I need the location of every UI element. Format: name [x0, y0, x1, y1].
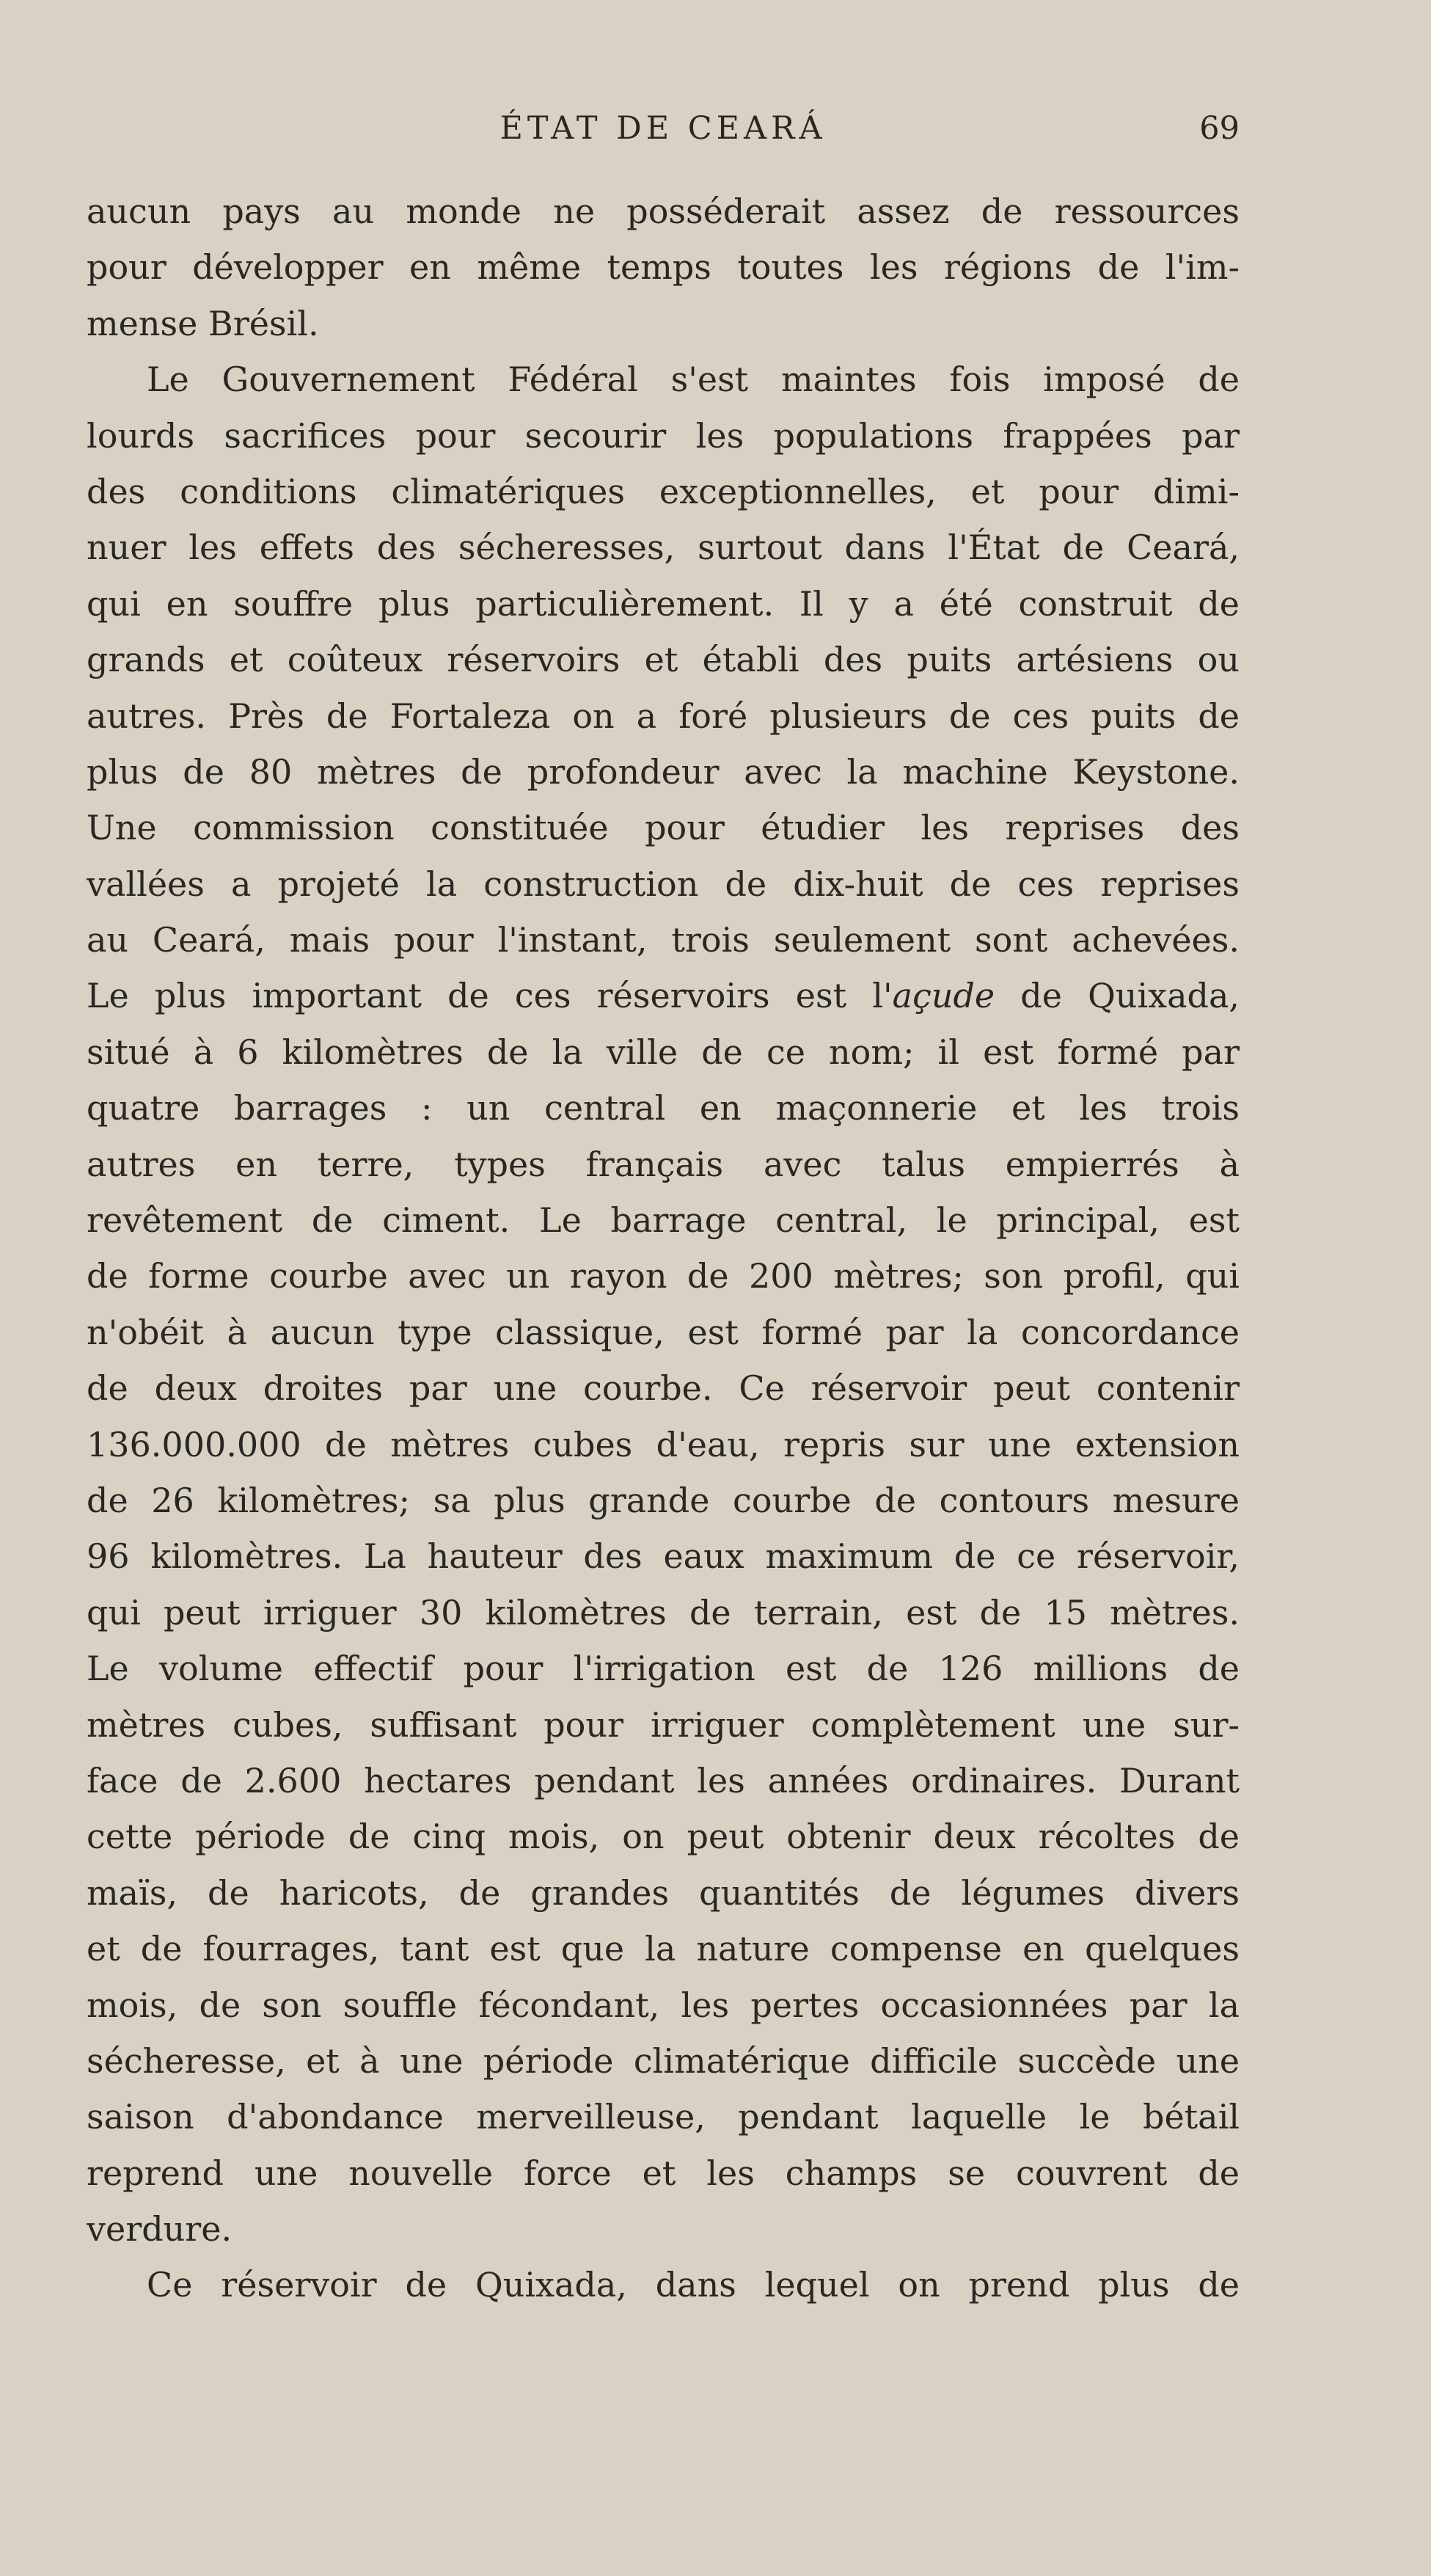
text-line: Le volume effectif pour l'irrigation est de 126 millions de [87, 1649, 1240, 1689]
page-number: 69 [1199, 110, 1240, 147]
text-line: sécheresse, et à une période climatérique difficile succède une [87, 2040, 1240, 2081]
running-header [87, 110, 1240, 169]
text-line: 96 kilomètres. La hauteur des eaux maximum de ce réservoir, [87, 1536, 1240, 1577]
text-line: reprend une nouvelle force et les champs se couvrent de [87, 2153, 1240, 2193]
text-line: qui peut irriguer 30 kilomètres de terrain, est de 15 mètres. [87, 1592, 1240, 1632]
text-line: revêtement de ciment. Le barrage central, le principal, est [87, 1200, 1240, 1241]
text-line: vallées a projeté la construction de dix-huit de ces reprises [87, 864, 1240, 904]
text-line: Ce réservoir de Quixada, dans lequel on prend plus de [147, 2265, 1240, 2305]
text-line: au Ceará, mais pour l'instant, trois seulement sont achevées. [87, 920, 1240, 960]
text-line: de deux droites par une courbe. Ce réservoir peut contenir [87, 1368, 1240, 1409]
text-line: et de fourrages, tant est que la nature compense en quelques [87, 1929, 1240, 1969]
text-line: maïs, de haricots, de grandes quantités de légumes divers [87, 1872, 1240, 1913]
italic-term: açude [892, 976, 995, 1016]
text-line: 136.000.000 de mètres cubes d'eau, repris sur une extension [87, 1424, 1240, 1464]
text-line: situé à 6 kilomètres de la ville de ce nom; il est formé par [87, 1032, 1240, 1072]
text-line: Le Gouvernement Fédéral s'est maintes fois imposé de [147, 360, 1240, 400]
text-line: mois, de son souffle fécondant, les pertes occasionnées par la [87, 1985, 1240, 2025]
text-line: face de 2.600 hectares pendant les années ordinaires. Durant [87, 1760, 1240, 1800]
text-segment: Le plus important de ces réservoirs est l' [87, 976, 893, 1016]
text-line: de forme courbe avec un rayon de 200 mètres; son profil, qui [87, 1256, 1240, 1296]
running-title: ÉTAT DE CEARÁ [499, 110, 827, 147]
text-line: qui en souffre plus particulièrement. Il y a été construit de [87, 583, 1240, 624]
text-line: autres en terre, types français avec talus empierrés à [87, 1144, 1240, 1184]
text-line: n'obéit à aucun type classique, est formé par la concordance [87, 1312, 1240, 1352]
text-line: mètres cubes, suffisant pour irriguer complètement une sur- [87, 1704, 1240, 1745]
text-line: saison d'abondance merveilleuse, pendant laquelle le bétail [87, 2097, 1240, 2137]
text-line: des conditions climatériques exceptionnelles, et pour dimi- [87, 471, 1240, 511]
text-segment: de Quixada, [995, 976, 1240, 1016]
text-line: autres. Près de Fortaleza on a foré plusieurs de ces puits de [87, 696, 1240, 736]
body-text [87, 183, 1240, 2313]
text-line: grands et coûteux réservoirs et établi des puits artésiens ou [87, 640, 1240, 680]
text-line: pour développer en même temps toutes les régions de l'im- [87, 247, 1240, 288]
text-line: Une commission constituée pour étudier les reprises des [87, 808, 1240, 848]
text-line: plus de 80 mètres de profondeur avec la machine Keystone. [87, 751, 1240, 792]
text-line [87, 968, 1240, 1024]
text-line: aucun pays au monde ne posséderait assez de ressources [87, 191, 1240, 231]
text-line: cette période de cinq mois, on peut obtenir deux récoltes de [87, 1817, 1240, 1857]
text-line: de 26 kilomètres; sa plus grande courbe de contours mesure [87, 1480, 1240, 1520]
text-line: mense Brésil. [87, 303, 319, 343]
text-line: quatre barrages : un central en maçonnerie et les trois [87, 1088, 1240, 1128]
text-line: lourds sacrifices pour secourir les populations frappées par [87, 415, 1240, 456]
text-line: nuer les effets des sécheresses, surtout dans l'État de Ceará, [87, 528, 1240, 568]
text-line: verdure. [87, 2209, 233, 2250]
